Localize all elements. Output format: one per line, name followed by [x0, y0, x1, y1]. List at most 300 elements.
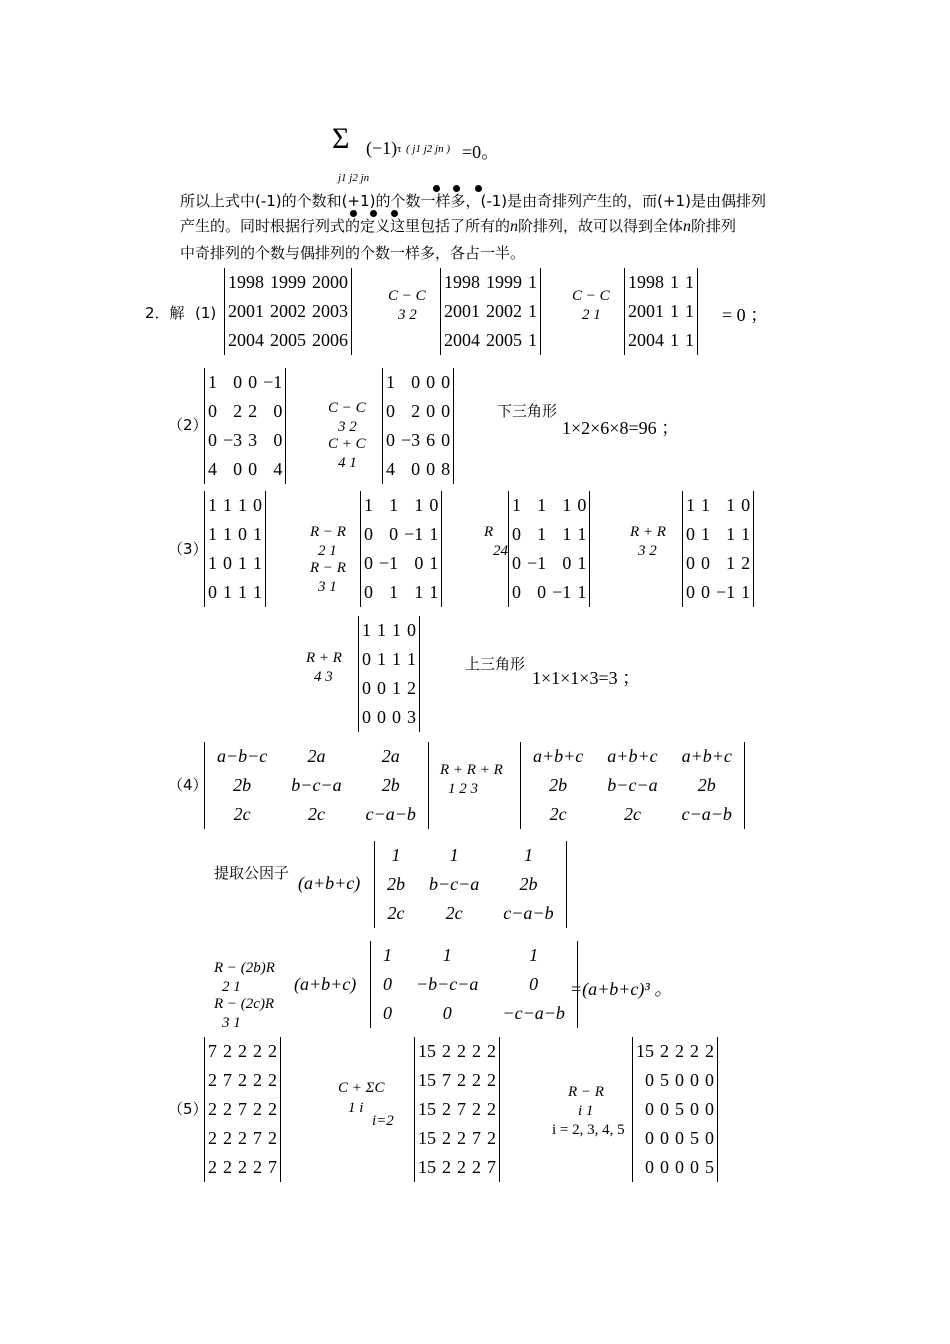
matrix-cell: 1 [670, 272, 679, 292]
sum-term: (−1) [366, 138, 398, 158]
matrix-cell: 2005 [270, 330, 306, 350]
matrix-cell: 8 [441, 459, 451, 479]
emphasis-dot [475, 185, 482, 192]
matrix-cell: 2 [253, 1041, 262, 1061]
matrix-cell: 1 [429, 582, 439, 602]
matrix-cell: 1 [377, 649, 386, 669]
matrix-cell: 0 [690, 1099, 699, 1119]
result: 1×1×1×3=3 ； [532, 668, 641, 688]
matrix-cell: 0 [386, 430, 395, 450]
matrix-table [509, 491, 589, 607]
matrix-cell: 2 [457, 1041, 466, 1061]
matrix-cell: 5 [660, 1070, 669, 1090]
matrix-cell: c−a−b [503, 903, 554, 923]
matrix-cell: 1 [253, 524, 262, 544]
matrix-row [375, 899, 566, 928]
matrix-cell: b−c−a [429, 874, 480, 894]
matrix-cell: 0 [364, 553, 373, 573]
matrix-row [371, 970, 577, 999]
matrix-row [375, 870, 566, 899]
matrix-cell: 0 [223, 553, 232, 573]
matrix-cell: b−c−a [607, 775, 658, 795]
matrix-cell: 1 [726, 553, 736, 573]
matrix-cell: 2c [549, 804, 567, 824]
row-op: R + R + R [440, 762, 503, 778]
sum-indices: j1 j2 jn [338, 172, 370, 184]
matrix-cell: 1 [528, 272, 537, 292]
sum-result: =0。 [462, 142, 500, 162]
matrix-cell: −1 [379, 553, 399, 573]
matrix-row [633, 1124, 717, 1153]
matrix-cell: 1 [208, 372, 217, 392]
matrix-row [361, 520, 441, 549]
matrix-cell: 7 [208, 1041, 217, 1061]
paragraph-text: 阶排列 [691, 217, 737, 235]
matrix-cell: 15 [418, 1099, 436, 1119]
matrix-cell: 0 [233, 459, 243, 479]
determinant [374, 841, 567, 928]
matrix-table [441, 268, 540, 355]
matrix-row [383, 426, 453, 455]
determinant [358, 616, 420, 732]
matrix-cell: 1 [442, 945, 452, 965]
determinant [624, 268, 698, 355]
matrix-cell: 1 [389, 495, 399, 515]
matrix-cell: 15 [418, 1128, 436, 1148]
matrix-cell: 1 [414, 495, 424, 515]
matrix-cell: 1 [238, 582, 247, 602]
matrix-row [205, 771, 428, 800]
paragraph-text: 产生的。同时根据行列式的定义这里包括了所有的 [180, 217, 511, 235]
matrix-row [509, 520, 589, 549]
matrix-cell: 2 [411, 401, 421, 421]
matrix-row [415, 1037, 499, 1066]
matrix-cell: 1 [208, 495, 217, 515]
matrix-cell: 1 [238, 553, 247, 573]
part-label-5: （5） [168, 1100, 208, 1118]
emphasis-dot [350, 210, 357, 217]
matrix-cell: 2 [487, 1128, 496, 1148]
matrix-cell: 0 [364, 582, 373, 602]
matrix-table [205, 1037, 280, 1182]
matrix-cell: 0 [248, 459, 258, 479]
matrix-table [225, 268, 351, 355]
matrix-cell: 2a [307, 746, 326, 766]
column-op: C + C [328, 436, 366, 452]
matrix-cell: 0 [675, 1157, 684, 1177]
matrix-row [205, 520, 265, 549]
row-op-sub: 3 1 [222, 1015, 241, 1031]
matrix-cell: −3 [223, 430, 243, 450]
matrix-cell: 2b [233, 775, 252, 795]
matrix-cell: 7 [442, 1070, 451, 1090]
matrix-row [359, 674, 419, 703]
part-label-2: （2） [168, 416, 208, 434]
matrix-cell: 2001 [228, 301, 264, 321]
matrix-row [415, 1095, 499, 1124]
matrix-cell: 2b [519, 874, 538, 894]
row-op-sub: 3 1 [318, 579, 337, 595]
matrix-row [205, 397, 285, 426]
matrix-cell: 0 [675, 1128, 684, 1148]
matrix-cell: 0 [537, 582, 547, 602]
matrix-cell: 0 [441, 372, 451, 392]
paragraph-line-1: 所以上式中(-1)的个数和(+1)的个数一样多，(-1)是由奇排列产生的，而(+1)是由偶排列 [180, 192, 766, 210]
matrix-cell: −1 [263, 372, 283, 392]
matrix-cell: 2 [268, 1070, 277, 1090]
matrix-cell: 2 [238, 1128, 247, 1148]
matrix-row [415, 1153, 499, 1182]
matrix-row [205, 549, 265, 578]
matrix-row [509, 578, 589, 607]
matrix-cell: 1 [392, 649, 401, 669]
matrix-cell: 0 [686, 582, 695, 602]
matrix-cell: 2 [457, 1128, 466, 1148]
matrix-cell: 0 [441, 430, 451, 450]
matrix-row [383, 455, 453, 484]
matrix-row [359, 616, 419, 645]
matrix-cell: 2004 [628, 330, 664, 350]
matrix-row [205, 455, 285, 484]
matrix-cell: 1 [208, 524, 217, 544]
determinant [382, 368, 454, 484]
matrix-row [205, 742, 428, 771]
matrix-table [683, 491, 753, 607]
row-op: R + R [630, 524, 666, 540]
part-label-3: （3） [168, 540, 208, 558]
matrix-cell: 0 [645, 1099, 654, 1119]
matrix-cell: 1 [685, 301, 694, 321]
matrix-cell: 1 [362, 620, 371, 640]
matrix-cell: 2001 [444, 301, 480, 321]
sum-symbol: Σ [332, 122, 350, 155]
matrix-cell: c−a−b [681, 804, 732, 824]
symbol-n: n [510, 218, 519, 235]
matrix-cell: 0 [383, 1003, 392, 1023]
matrix-row [361, 578, 441, 607]
matrix-cell: 2 [208, 1099, 217, 1119]
determinant [360, 491, 442, 607]
paragraph-line-3: 中奇排列的个数与偶排列的个数一样多，各占一半。 [180, 244, 526, 262]
matrix-cell: 2 [208, 1157, 217, 1177]
emphasis-dot [433, 185, 440, 192]
matrix-cell: 1 [389, 582, 399, 602]
matrix-row [383, 368, 453, 397]
matrix-table [205, 491, 265, 607]
matrix-cell: 7 [457, 1099, 466, 1119]
matrix-cell: 2c [623, 804, 641, 824]
matrix-cell: 1999 [486, 272, 522, 292]
matrix-cell: 0 [512, 582, 521, 602]
row-op: R − R [310, 524, 346, 540]
matrix-cell: 0 [741, 495, 751, 515]
matrix-cell: 15 [418, 1041, 436, 1061]
matrix-cell: 0 [273, 430, 283, 450]
matrix-cell: 0 [377, 678, 386, 698]
paragraph-text: 阶排列，故可以得到全体 [518, 217, 684, 235]
matrix-row [371, 941, 577, 970]
matrix-cell: 1 [537, 524, 547, 544]
matrix-cell: 0 [377, 707, 386, 727]
matrix-cell: 1 [253, 582, 262, 602]
matrix-row [683, 578, 753, 607]
matrix-row [225, 268, 351, 297]
matrix-cell: 1 [670, 330, 679, 350]
matrix-row [683, 491, 753, 520]
matrix-cell: 0 [675, 1070, 684, 1090]
row-op: R − R [568, 1084, 604, 1100]
matrix-cell: 2000 [312, 272, 348, 292]
matrix-cell: 1 [512, 495, 521, 515]
matrix-cell: 1 [701, 524, 710, 544]
matrix-cell: 4 [208, 459, 217, 479]
row-op-sub: 1 2 3 [448, 781, 478, 797]
matrix-cell: 2 [253, 1070, 262, 1090]
matrix-cell: 2 [442, 1041, 451, 1061]
matrix-cell: 5 [705, 1157, 714, 1177]
matrix-cell: 0 [248, 372, 258, 392]
matrix-row [509, 491, 589, 520]
common-factor: (a+b+c) [294, 974, 357, 994]
matrix-cell: 0 [512, 553, 521, 573]
matrix-cell: 2b [549, 775, 568, 795]
matrix-cell: 1 [386, 372, 395, 392]
matrix-cell: 1998 [628, 272, 664, 292]
matrix-cell: 0 [512, 524, 521, 544]
matrix-cell: 2 [238, 1070, 247, 1090]
matrix-cell: 1 [686, 495, 695, 515]
matrix-table [371, 941, 577, 1028]
result: =(a+b+c)³ 。 [570, 979, 673, 999]
matrix-cell: 1998 [444, 272, 480, 292]
column-op: C − C [328, 400, 366, 416]
matrix-cell: 2004 [228, 330, 264, 350]
matrix-cell: 2002 [486, 301, 522, 321]
matrix-row [509, 549, 589, 578]
matrix-cell: 0 [645, 1070, 654, 1090]
emphasis-dot [391, 210, 398, 217]
column-op-sub: 2 1 [582, 307, 601, 323]
matrix-cell: 0 [705, 1070, 714, 1090]
matrix-cell: 0 [362, 649, 371, 669]
row-op: R − (2b)R [214, 960, 275, 976]
row-op: R [484, 524, 494, 540]
matrix-cell: 2b [387, 874, 405, 894]
matrix-row [683, 549, 753, 578]
matrix-row [633, 1066, 717, 1095]
matrix-row [625, 268, 697, 297]
matrix-row [205, 1124, 280, 1153]
matrix-cell: 2 [487, 1099, 496, 1119]
matrix-cell: 0 [208, 430, 217, 450]
matrix-cell: 2 [208, 1070, 217, 1090]
matrix-cell: 0 [690, 1157, 699, 1177]
matrix-cell: 1 [383, 945, 392, 965]
matrix-cell: 1 [414, 582, 424, 602]
matrix-cell: 0 [233, 372, 243, 392]
matrix-cell: 7 [253, 1128, 262, 1148]
matrix-cell: 2b [381, 775, 400, 795]
matrix-row [205, 578, 265, 607]
matrix-table [205, 742, 428, 829]
matrix-cell: 0 [386, 401, 395, 421]
matrix-cell: 7 [487, 1157, 496, 1177]
problem-label: 2．解 [145, 304, 185, 322]
matrix-cell: 1 [528, 301, 537, 321]
matrix-cell: 0 [389, 524, 399, 544]
matrix-row [361, 491, 441, 520]
matrix-cell: 0 [429, 495, 439, 515]
row-op: R − R [310, 560, 346, 576]
matrix-row [521, 742, 744, 771]
matrix-cell: 1 [238, 495, 247, 515]
matrix-cell: 2c [233, 804, 251, 824]
column-op-sub: 1 i [348, 1100, 364, 1116]
extract-label: 提取公因子 [214, 864, 290, 882]
matrix-table [361, 491, 441, 607]
matrix-cell: 1 [208, 553, 217, 573]
matrix-cell: 0 [686, 524, 695, 544]
matrix-cell: 0 [660, 1157, 669, 1177]
matrix-cell: 0 [562, 553, 572, 573]
row-op: R − (2c)R [214, 996, 275, 1012]
matrix-cell: 1 [670, 301, 679, 321]
matrix-cell: 2003 [312, 301, 348, 321]
matrix-cell: 3 [248, 430, 258, 450]
matrix-cell: 1 [685, 272, 694, 292]
matrix-cell: 1 [429, 553, 439, 573]
matrix-row [359, 703, 419, 732]
matrix-cell: 2a [381, 746, 400, 766]
matrix-row [625, 297, 697, 326]
matrix-cell: 1 [377, 620, 386, 640]
column-op-sub: 3 2 [338, 419, 357, 435]
column-op: C − C [388, 288, 426, 304]
matrix-cell: 2c [387, 903, 405, 923]
matrix-cell: 7 [223, 1070, 232, 1090]
matrix-row [415, 1066, 499, 1095]
matrix-cell: 2 [268, 1041, 277, 1061]
matrix-cell: 0 [426, 401, 436, 421]
matrix-cell: 1 [741, 524, 751, 544]
matrix-cell: 1 [726, 524, 736, 544]
part-label-1: (1) [195, 304, 217, 322]
matrix-row [205, 1037, 280, 1066]
matrix-row [361, 549, 441, 578]
matrix-cell: 0 [273, 401, 283, 421]
matrix-cell: 3 [407, 707, 416, 727]
matrix-cell: 2 [223, 1099, 232, 1119]
matrix-cell: 2 [741, 553, 751, 573]
matrix-cell: 1 [577, 553, 587, 573]
matrix-cell: 0 [660, 1099, 669, 1119]
matrix-row [441, 326, 540, 355]
matrix-cell: 2 [223, 1041, 232, 1061]
matrix-row [383, 397, 453, 426]
matrix-row [415, 1124, 499, 1153]
matrix-cell: −1 [404, 524, 424, 544]
matrix-cell: 2006 [312, 330, 348, 350]
matrix-cell: 0 [392, 707, 401, 727]
matrix-cell: 7 [472, 1128, 481, 1148]
matrix-cell: 2 [268, 1099, 277, 1119]
matrix-cell: 0 [645, 1128, 654, 1148]
determinant [204, 1037, 281, 1182]
matrix-cell: 0 [238, 524, 247, 544]
matrix-row [205, 800, 428, 829]
matrix-row [205, 1153, 280, 1182]
row-op: R + R [306, 650, 342, 666]
matrix-cell: 0 [441, 401, 451, 421]
determinant [520, 742, 745, 829]
matrix-cell: 2 [253, 1099, 262, 1119]
matrix-row [633, 1153, 717, 1182]
matrix-cell: 1998 [228, 272, 264, 292]
matrix-table [625, 268, 697, 355]
matrix-cell: 6 [426, 430, 436, 450]
matrix-cell: −b−c−a [416, 974, 479, 994]
matrix-row [441, 297, 540, 326]
matrix-cell: −1 [716, 582, 736, 602]
matrix-cell: 15 [418, 1157, 436, 1177]
determinant [414, 1037, 500, 1182]
matrix-cell: 0 [411, 372, 421, 392]
result: 1×2×6×8=96 ； [562, 418, 680, 438]
matrix-row [225, 297, 351, 326]
matrix-table [521, 742, 744, 829]
determinant [682, 491, 754, 607]
matrix-cell: 2 [487, 1041, 496, 1061]
matrix-cell: 0 [645, 1157, 654, 1177]
matrix-cell: 4 [386, 459, 395, 479]
matrix-cell: a−b−c [217, 746, 268, 766]
matrix-cell: 0 [426, 459, 436, 479]
matrix-cell: 0 [208, 582, 217, 602]
matrix-row [205, 1095, 280, 1124]
matrix-cell: 1 [223, 582, 232, 602]
matrix-cell: 15 [636, 1041, 654, 1061]
matrix-cell: 1 [528, 330, 537, 350]
matrix-cell: 0 [442, 1003, 452, 1023]
matrix-row [521, 800, 744, 829]
matrix-row [371, 999, 577, 1028]
matrix-cell: 2 [487, 1070, 496, 1090]
matrix-cell: 0 [705, 1099, 714, 1119]
matrix-cell: 0 [364, 524, 373, 544]
matrix-cell: 0 [701, 553, 710, 573]
matrix-cell: 0 [577, 495, 587, 515]
matrix-cell: −1 [552, 582, 572, 602]
matrix-cell: 0 [383, 974, 392, 994]
row-op-sub: 3 2 [638, 543, 657, 559]
matrix-cell: 1 [364, 495, 373, 515]
matrix-cell: b−c−a [291, 775, 342, 795]
matrix-cell: 1 [392, 620, 401, 640]
determinant [224, 268, 352, 355]
matrix-cell: 2 [223, 1157, 232, 1177]
matrix-cell: 0 [690, 1070, 699, 1090]
tau-symbol: τ [397, 143, 402, 155]
matrix-cell: 2002 [270, 301, 306, 321]
matrix-table [633, 1037, 717, 1182]
matrix-row [625, 326, 697, 355]
matrix-cell: 1 [577, 582, 587, 602]
determinant [440, 268, 541, 355]
paragraph-line-2 [180, 215, 736, 238]
matrix-cell: 2 [472, 1041, 481, 1061]
column-op-sub: 4 1 [338, 455, 357, 471]
emphasis-dot [453, 185, 460, 192]
